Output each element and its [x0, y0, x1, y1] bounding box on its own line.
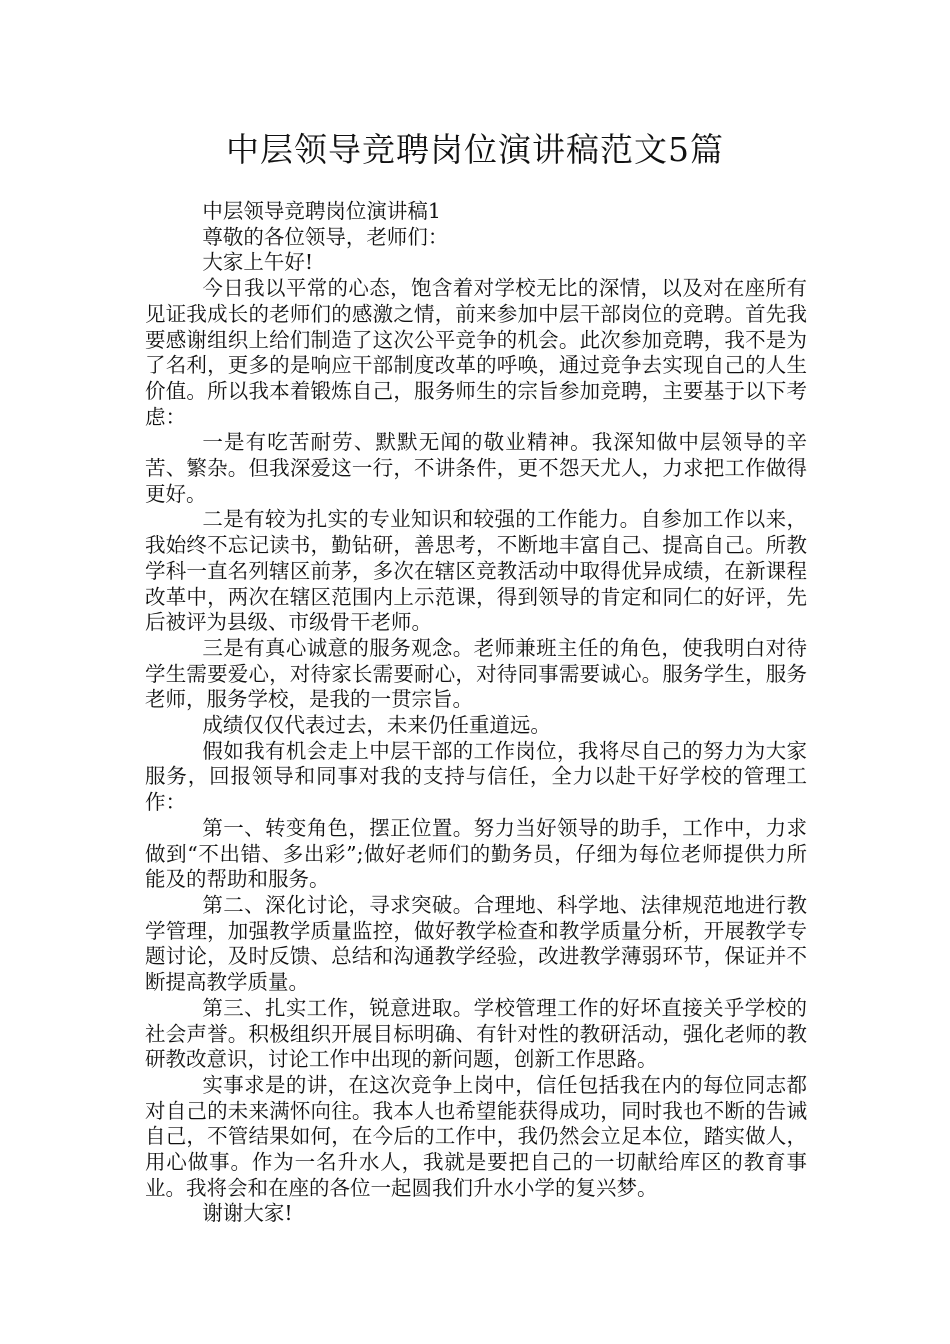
paragraph: 实事求是的讲，在这次竞争上岗中，信任包括我在内的每位同志都对自己的未来满怀向往。我本人也希望能获得成功，同时我也不断的告诫自己，不管结果如何，在今后的工作中，我仍然会立足本位，踏实做人，用心做事。作为一名升水人，我就是要把自己的一切献给库区的教育事业。我将会和在座的各位一起圆我们升水小学的复兴梦。 — [145, 1072, 807, 1200]
greeting: 大家上午好! — [202, 250, 314, 275]
paragraph: 第一、转变角色，摆正位置。努力当好领导的助手，工作中，力求做到“不出错、多出彩”;做好老师们的勤务员，仔细为每位老师提供力所能及的帮助和服务。 — [145, 815, 807, 892]
paragraph: 第三、扎实工作，锐意进取。学校管理工作的好坏直接关乎学校的社会声誉。积极组织开展目标明确、有针对性的教研活动，强化老师的教研教改意识，讨论工作中出现的新问题，创新工作思路。 — [145, 995, 807, 1072]
paragraph: 第二、深化讨论，寻求突破。合理地、科学地、法律规范地进行教学管理，加强教学质量监控，做好教学检查和教学质量分析，开展教学专题讨论，及时反馈、总结和沟通教学经验，改进教学薄弱环节，保证并不断提高教学质量。 — [145, 892, 807, 995]
paragraph: 二是有较为扎实的专业知识和较强的工作能力。自参加工作以来，我始终不忘记读书，勤钻研，善思考，不断地丰富自己、提高自己。所教学科一直名列辖区前茅，多次在辖区竞教活动中取得优异成绩，在新课程改革中，两次在辖区范围内上示范课，得到领导的肯定和同仁的好评，先后被评为县级、市级骨干老师。 — [145, 507, 807, 635]
paragraph: 成绩仅仅代表过去，未来仍任重道远。 — [202, 713, 551, 738]
paragraph: 假如我有机会走上中层干部的工作岗位，我将尽自己的努力为大家服务，回报领导和同事对我的支持与信任，全力以赴干好学校的管理工作： — [145, 738, 807, 815]
closing: 谢谢大家! — [202, 1201, 293, 1226]
salutation: 尊敬的各位领导，老师们： — [202, 224, 449, 249]
section-heading: 中层领导竞聘岗位演讲稿1 — [202, 199, 441, 223]
paragraph: 一是有吃苦耐劳、默默无闻的敬业精神。我深知做中层领导的辛苦、繁杂。但我深爱这一行，不讲条件，更不怨天尤人，力求把工作做得更好。 — [145, 430, 807, 506]
document-title: 中层领导竞聘岗位演讲稿范文5篇 — [226, 130, 724, 169]
paragraph: 三是有真心诚意的服务观念。老师兼班主任的角色，使我明白对待学生需要爱心，对待家长需要耐心，对待同事需要诚心。服务学生，服务老师，服务学校，是我的一贯宗旨。 — [145, 635, 807, 712]
paragraph: 今日我以平常的心态，饱含着对学校无比的深情，以及对在座所有见证我成长的老师们的感激之情，前来参加中层干部岗位的竞聘。首先我要感谢组织上给们制造了这次公平竞争的机会。此次参加竞聘，我不是为了名利，更多的是响应干部制度改革的呼唤，通过竞争去实现自己的人生价值。所以我本着锻炼自己，服务师生的宗旨参加竞聘，主要基于以下考虑： — [145, 276, 807, 429]
document-body — [145, 199, 807, 1227]
